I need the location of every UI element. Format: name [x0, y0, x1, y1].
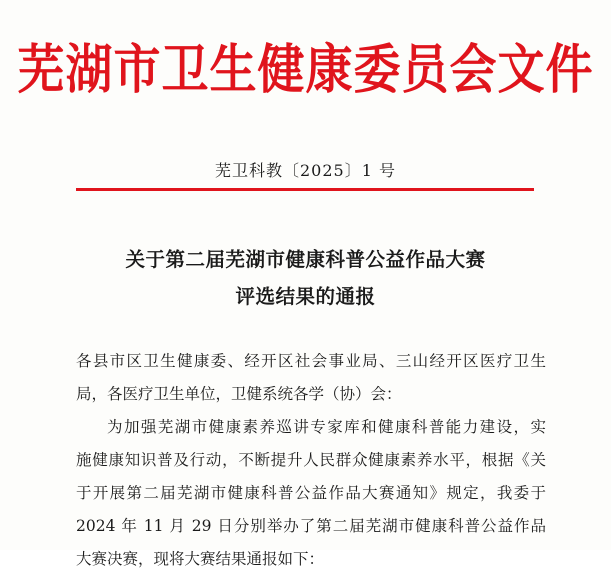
notice-title-line-2: 评选结果的通报 [235, 285, 376, 308]
body-line-addressees-1: 各县市区卫生健康委、经开区社会事业局、三山经开区医疗卫生 [76, 352, 546, 370]
document-number: 芜卫科教〔2025〕1 号 [215, 161, 396, 180]
body-line-paragraph-3: 于开展第二届芜湖市健康科普公益作品大赛通知》规定，我委于 [76, 484, 546, 502]
body-line-paragraph-5: 大赛决赛，现将大赛结果通报如下： [76, 550, 325, 568]
red-divider-line [76, 188, 534, 191]
notice-title-line-1: 关于第二届芜湖市健康科普公益作品大赛 [125, 248, 486, 271]
body-line-paragraph-2: 施健康知识普及行动，不断提升人民群众健康素养水平，根据《关 [76, 451, 546, 469]
body-line-paragraph-4: 2024 年 11 月 29 日分别举办了第二届芜湖市健康科普公益作品 [76, 517, 546, 535]
body-line-paragraph-1: 为加强芜湖市健康素养巡讲专家库和健康科普能力建设，实 [107, 418, 546, 436]
body-line-addressees-2: 局，各医疗卫生单位，卫健系统各学（协）会： [76, 385, 402, 403]
masthead-title: 芜湖市卫生健康委员会文件 [17, 39, 594, 102]
